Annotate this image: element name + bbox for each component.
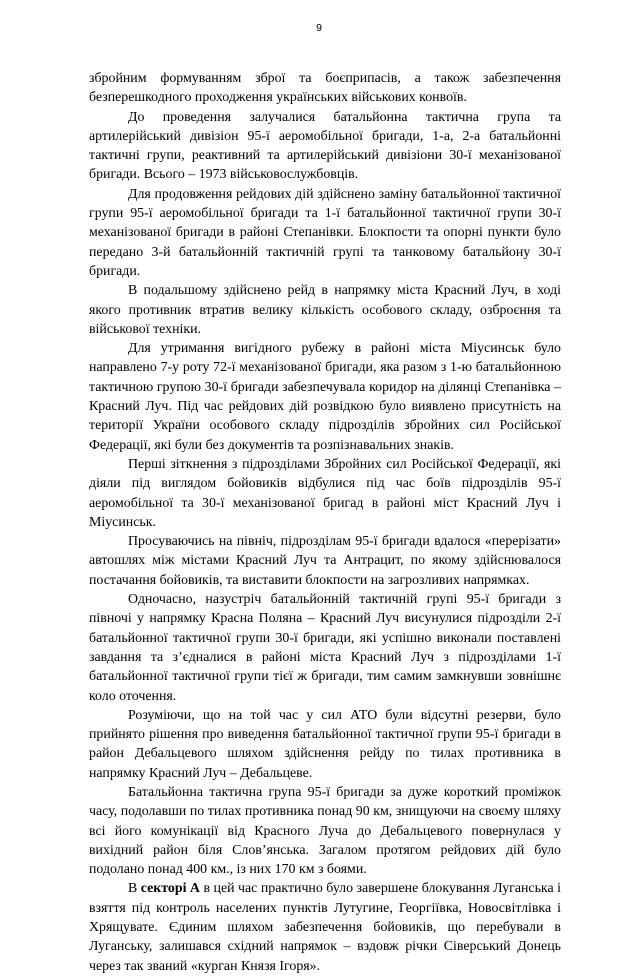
paragraph: Перші зіткнення з підрозділами Збройних сил Російської Федерації, які діяли під виглядом бойовиків відбулися під час боїв підрозділів 95-ї аеромобільної та 30-ї механізованої бригад в районі міст Красний Луч і Міусинськ.: [89, 456, 561, 530]
paragraph: Для утримання вигідного рубежу в районі міста Міусинськ було направлено 7-у роту 72-ї механізованої бригади, яка разом з 1-ю батальйонною тактичною групою 30-ї бригади забезпечувала коридор на ділянці Степанівка – Красний Луч. Під час рейдових дій розвідкою було виявлено присутність на території України особового складу підрозділів збройних сил Російської Федерації, які були без документів та розпізнавальних знаків.: [89, 341, 561, 453]
paragraph: В подальшому здійснено рейд в напрямку міста Красний Луч, в ході якого противник втратив велику кількість особового складу, озброєння та військової техніки.: [89, 283, 561, 337]
page-body: [89, 69, 561, 976]
paragraph: збройним формуванням зброї та боєприпасів, а також забезпечення безперешкодного проходження українських військових конвоїв.: [89, 71, 561, 106]
paragraph: В секторі А в цей час практично було завершене блокування Луганська і взяття під контроль населених пунктів Лутугине, Георгіївка, Новосвітлівка і Хрящувате. Єдиним шляхом забезпечення бойовиків, що перебували в Луганську, залишався східний напрямок – вздовж річки Сіверський Донець через так званий «курган Князя Ігоря».: [89, 881, 561, 974]
paragraph: Для продовження рейдових дій здійснено заміну батальйонної тактичної групи 95-ї аеромобільної бригади та 1-ї батальйонної тактичної групи 30-ї механізованої бригади в районі Степанівки. Блокпости та опорні пункти було передано 3-й батальйонній тактичній групі та танковому батальйону 30-ї бригади.: [89, 186, 561, 279]
paragraph: Розуміючи, що на той час у сил АТО були відсутні резерви, було прийнято рішення про виведення батальйонної тактичної групи 95-ї бригади в район Дебальцевого шляхом здійснення рейду по тилах противника в напрямку Красний Луч – Дебальцеве.: [89, 707, 561, 781]
paragraph: Одночасно, назустріч батальйонній тактичній групі 95-ї бригади з півночі у напрямку Красна Поляна – Красний Луч висунулися підрозділи 2-ї батальйонної тактичної групи 30-ї бригади, які успішно виконали поставлені завдання та з’єдналися в районі міста Красний Луч з підрозділами 1-ї батальйонної тактичної групи тієї ж бригади, тим самим замкнувши зовнішнє коло оточення.: [89, 592, 561, 704]
paragraph: Просуваючись на північ, підрозділам 95-ї бригади вдалося «перерізати» автошлях між містами Красний Луч та Антрацит, по якому здійснювалося постачання бойовиків, та виставити блокпости на загрозливих напрямках.: [89, 534, 561, 588]
paragraph: До проведення залучалися батальйонна тактична група та артилерійський дивізіон 95-ї аеромобільної бригади, 1-а, 2-а батальйонні тактичні групи, реактивний та артилерійський дивізіони 30-ї механізованої бригади. Всього – 1973 військовослужбовців.: [89, 109, 561, 183]
bold-term: секторі А: [140, 881, 200, 897]
page-number: 9: [316, 22, 322, 34]
paragraph: Батальйонна тактична група 95-ї бригади за дуже короткий проміжок часу, подолавши по тилах противника понад 90 км, знищуючи на своєму шляху всі його комунікації від Красного Луча до Дебальцевого повернулася у вихідний район біля Слов’янська. Загалом протягом рейдових дій було подолано понад 400 км., із них 170 км з боями.: [89, 784, 561, 878]
